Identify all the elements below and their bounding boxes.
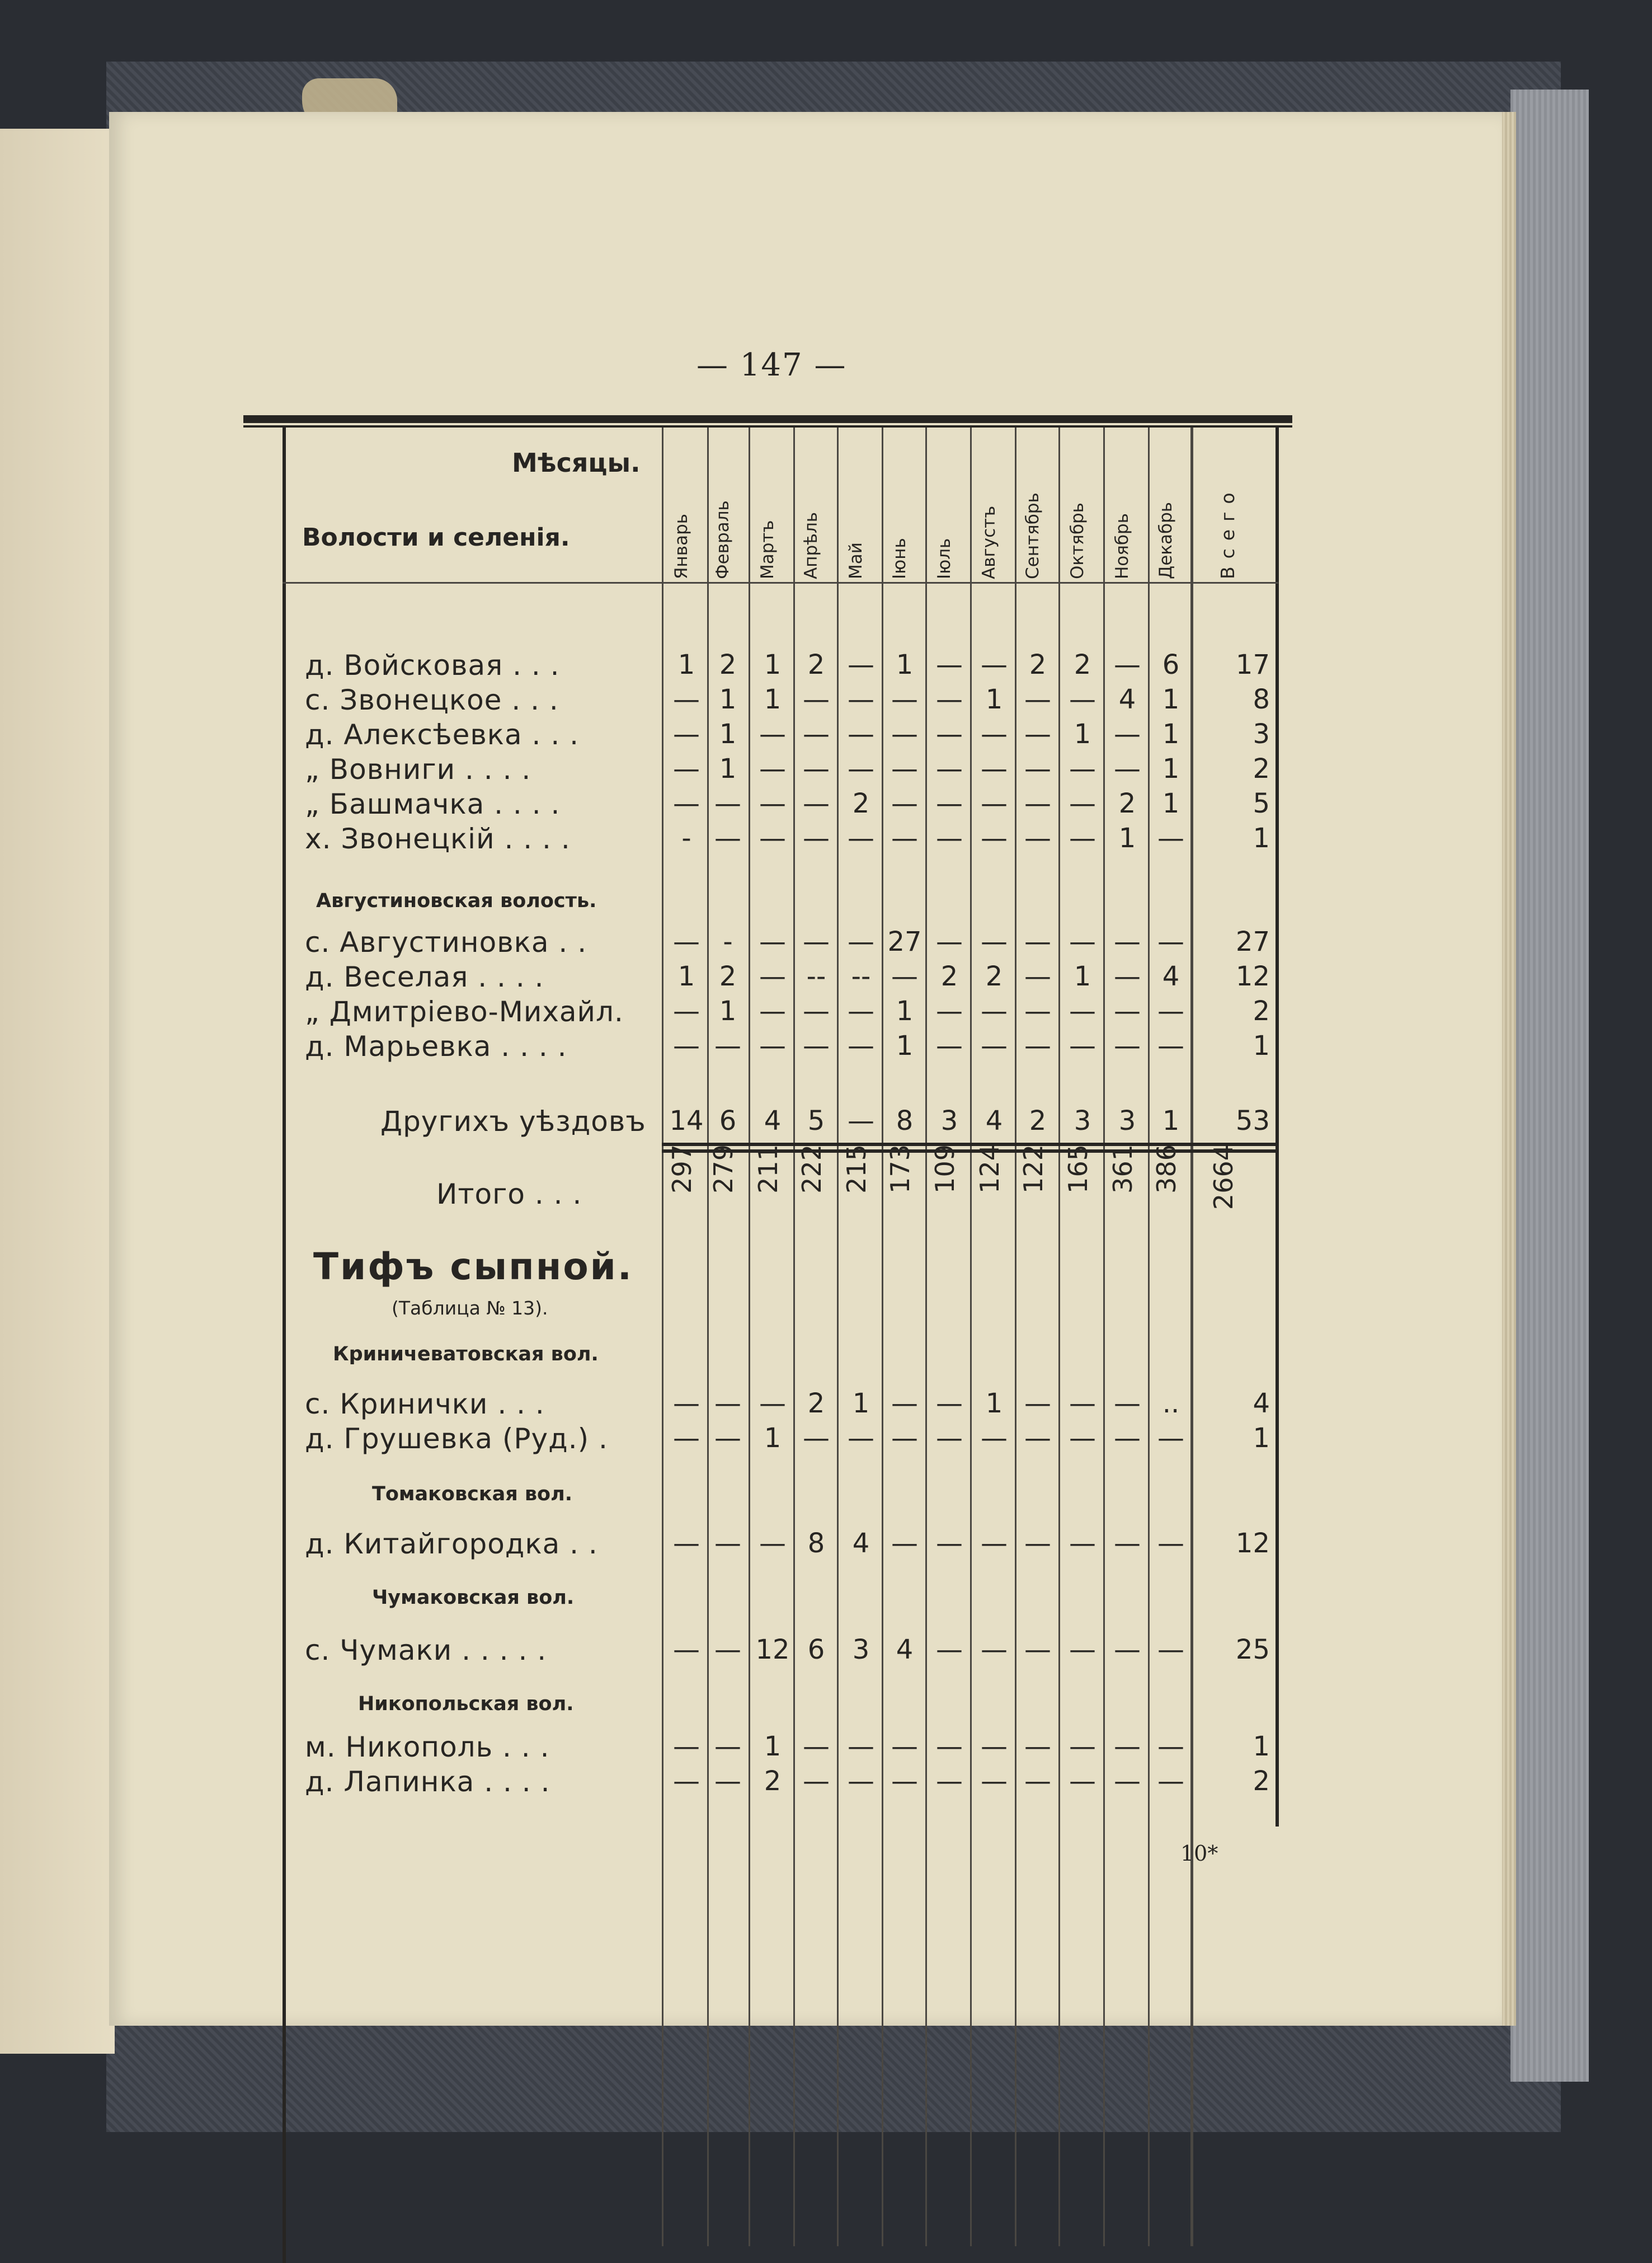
table-cell: — xyxy=(1157,1634,1184,1665)
table-cell: — xyxy=(1114,1528,1141,1559)
table-cell: — xyxy=(1069,1528,1096,1559)
table-cell: — xyxy=(891,1766,918,1797)
table-cell: — xyxy=(1114,961,1141,992)
header-bottom-rule xyxy=(283,582,1278,584)
table-cell: — xyxy=(936,1388,963,1419)
table-cell: — xyxy=(1069,926,1096,957)
table-cell: 1 xyxy=(764,684,782,715)
table-cell: — xyxy=(803,684,830,715)
month-header-1: Январь xyxy=(671,513,691,579)
table-cell: — xyxy=(848,1105,874,1137)
table-cell: — xyxy=(714,1528,741,1559)
row-label: Итого . . . xyxy=(436,1178,582,1210)
table-cell: -- xyxy=(806,961,826,992)
table-cell: — xyxy=(1024,753,1051,785)
row-label: м. Никополь . . . xyxy=(305,1731,550,1763)
table-cell: 173 xyxy=(885,1144,915,1194)
table-cell: — xyxy=(1069,684,1096,715)
table-cell: 6 xyxy=(807,1634,825,1665)
table-cell: 2 xyxy=(985,961,1003,992)
table-cell: — xyxy=(981,649,1008,680)
table-cell: — xyxy=(1069,788,1096,819)
table-cell: — xyxy=(936,1766,963,1797)
table-cell: — xyxy=(1114,1634,1141,1665)
table-cell: — xyxy=(1024,961,1051,992)
table-cell: 1 xyxy=(719,753,737,785)
table-cell: 1 xyxy=(719,719,737,750)
row-total: 27 xyxy=(1235,926,1270,957)
table-cell: 12 xyxy=(755,1634,790,1665)
table-cell: — xyxy=(1114,1422,1141,1454)
column-rule xyxy=(1015,428,1016,2246)
table-cell: — xyxy=(1114,753,1141,785)
table-cell: — xyxy=(848,719,874,750)
table-cell: — xyxy=(759,1528,786,1559)
table-cell: 1 xyxy=(1162,753,1180,785)
table-cell: 1 xyxy=(719,996,737,1027)
table-cell: — xyxy=(759,1388,786,1419)
column-rule xyxy=(793,428,795,2246)
table-cell: 1 xyxy=(852,1388,870,1419)
row-label: с. Августиновка . . xyxy=(305,926,587,959)
table-cell: — xyxy=(803,996,830,1027)
table-cell: 124 xyxy=(975,1144,1005,1194)
table-cell: 3 xyxy=(1074,1105,1091,1137)
row-total: 12 xyxy=(1235,961,1270,992)
table-cell: — xyxy=(1069,753,1096,785)
table-cell: 215 xyxy=(841,1144,872,1194)
month-header-6: Іюнь xyxy=(889,538,910,579)
table-cell: — xyxy=(759,823,786,854)
table-cell: 1 xyxy=(1118,823,1136,854)
page-number: — 147 — xyxy=(696,347,847,383)
table-cell: 1 xyxy=(764,1731,782,1762)
table-cell: — xyxy=(1024,926,1051,957)
table-cell: — xyxy=(848,649,874,680)
table-cell: — xyxy=(981,926,1008,957)
table-cell: — xyxy=(1114,719,1141,750)
table-cell: 2 xyxy=(764,1766,782,1797)
table-cell: 4 xyxy=(1162,961,1180,992)
column-rule xyxy=(925,428,927,2246)
column-rule xyxy=(837,428,839,2246)
row-total: 1 xyxy=(1253,823,1270,854)
table-cell: — xyxy=(803,753,830,785)
table-cell: — xyxy=(673,753,700,785)
table-cell: 1 xyxy=(764,649,782,680)
row-label: д. Алексѣевка . . . xyxy=(305,719,579,751)
month-header-13: Всего xyxy=(1217,485,1239,579)
table-cell: — xyxy=(1069,1422,1096,1454)
month-header-5: Май xyxy=(846,542,866,579)
table-cell: — xyxy=(1114,1731,1141,1762)
table-cell: 4 xyxy=(852,1528,870,1559)
row-label: с. Звонецкое . . . xyxy=(305,684,559,716)
table-cell: — xyxy=(1024,1388,1051,1419)
table-cell: — xyxy=(673,1388,700,1419)
table-cell: — xyxy=(848,926,874,957)
table-cell: — xyxy=(803,1766,830,1797)
table-cell: 4 xyxy=(896,1634,914,1665)
month-header-2: Февраль xyxy=(713,500,733,579)
table-top-rule-thin xyxy=(243,425,1292,428)
table-cell: — xyxy=(848,1766,874,1797)
table-cell: — xyxy=(848,1422,874,1454)
table-cell: 165 xyxy=(1063,1144,1093,1194)
table-cell: — xyxy=(981,788,1008,819)
row-total: 1 xyxy=(1253,1422,1270,1454)
month-header-7: Іюль xyxy=(934,538,954,579)
row-total: 17 xyxy=(1235,649,1270,680)
table-cell: — xyxy=(673,1422,700,1454)
typhus-subtitle: (Таблица № 13). xyxy=(392,1297,548,1319)
table-cell: — xyxy=(891,823,918,854)
row-total: 8 xyxy=(1253,684,1270,715)
table-cell: — xyxy=(673,1634,700,1665)
table-cell: 3 xyxy=(1118,1105,1136,1137)
table-cell: — xyxy=(1024,1422,1051,1454)
table-cell: — xyxy=(673,788,700,819)
table-cell: — xyxy=(848,1731,874,1762)
table-cell: — xyxy=(1114,1030,1141,1062)
row-label: Другихъ уѣздовъ xyxy=(380,1105,646,1138)
footer-signature-mark: 10* xyxy=(1180,1841,1218,1866)
table-cell: — xyxy=(803,788,830,819)
row-label: д. Лапинка . . . . xyxy=(305,1766,550,1798)
month-header-9: Сентябрь xyxy=(1023,492,1043,579)
table-cell: — xyxy=(803,823,830,854)
table-cell: — xyxy=(759,719,786,750)
table-cell: — xyxy=(1024,823,1051,854)
table-cell: — xyxy=(1069,996,1096,1027)
table-cell: 6 xyxy=(1162,649,1180,680)
row-label: с. Чумаки . . . . . xyxy=(305,1634,547,1666)
table-cell: — xyxy=(714,1766,741,1797)
column-rule xyxy=(1058,428,1060,2246)
table-cell: 1 xyxy=(1074,719,1091,750)
table-cell: — xyxy=(803,1731,830,1762)
table-cell: — xyxy=(891,753,918,785)
table-cell: — xyxy=(936,1422,963,1454)
row-total: 1 xyxy=(1253,1731,1270,1762)
table-cell: 3 xyxy=(940,1105,958,1137)
table-cell: — xyxy=(1114,926,1141,957)
table-cell: 4 xyxy=(1118,684,1136,715)
table-cell: 6 xyxy=(719,1105,737,1137)
table-cell: 8 xyxy=(896,1105,914,1137)
table-cell: 2 xyxy=(1074,649,1091,680)
month-header-3: Мартъ xyxy=(757,520,778,579)
table-cell: — xyxy=(981,1030,1008,1062)
row-label: с. Кринички . . . xyxy=(305,1388,545,1420)
row-total: 5 xyxy=(1253,788,1270,819)
column-rule xyxy=(283,428,286,2263)
table-cell: — xyxy=(1114,1388,1141,1419)
table-cell: — xyxy=(936,996,963,1027)
table-cell: — xyxy=(981,753,1008,785)
table-cell: — xyxy=(759,996,786,1027)
table-cell: 2 xyxy=(719,649,737,680)
table-cell: 1 xyxy=(985,1388,1003,1419)
row-total: 3 xyxy=(1253,719,1270,750)
column-rule xyxy=(970,428,972,2246)
table-cell: — xyxy=(714,1634,741,1665)
table-cell: — xyxy=(803,719,830,750)
table-cell: — xyxy=(673,926,700,957)
table-cell: 109 xyxy=(930,1144,960,1194)
table-cell: 122 xyxy=(1018,1144,1048,1194)
table-cell: — xyxy=(936,649,963,680)
table-cell: — xyxy=(891,1731,918,1762)
table-cell: — xyxy=(1069,1634,1096,1665)
table-cell: — xyxy=(981,823,1008,854)
table-cell: 8 xyxy=(807,1528,825,1559)
table-cell: — xyxy=(673,1528,700,1559)
row-total: 2 xyxy=(1253,1766,1270,1797)
table-cell: — xyxy=(891,1388,918,1419)
table-cell: 1 xyxy=(896,1030,914,1062)
table-cell: 361 xyxy=(1108,1144,1138,1194)
table-cell: — xyxy=(714,1731,741,1762)
table-cell: -- xyxy=(851,961,871,992)
table-cell: 1 xyxy=(896,996,914,1027)
table-cell: 4 xyxy=(985,1105,1003,1137)
row-label: д. Грушевка (Руд.) . xyxy=(305,1422,608,1455)
table-cell: 1 xyxy=(1162,788,1180,819)
table-cell: — xyxy=(1024,1634,1051,1665)
table-cell: — xyxy=(673,996,700,1027)
table-cell: 3 xyxy=(852,1634,870,1665)
table-cell: — xyxy=(759,961,786,992)
table-cell: 2 xyxy=(807,1388,825,1419)
table-cell: — xyxy=(803,926,830,957)
table-cell: — xyxy=(981,1422,1008,1454)
table-cell: — xyxy=(848,996,874,1027)
table-cell: — xyxy=(759,788,786,819)
table-cell: 1 xyxy=(1162,719,1180,750)
table-cell: — xyxy=(936,788,963,819)
month-header-4: Апрѣль xyxy=(801,511,821,579)
row-label: д. Веселая . . . . xyxy=(305,961,544,993)
table-cell: — xyxy=(891,961,918,992)
table-cell: — xyxy=(1157,926,1184,957)
table-cell: 5 xyxy=(807,1105,825,1137)
table-cell: — xyxy=(714,1422,741,1454)
table-cell: — xyxy=(759,1030,786,1062)
table-cell: 2 xyxy=(1118,788,1136,819)
row-label: „ Вовниги . . . . xyxy=(305,753,531,786)
column-rule xyxy=(662,428,663,2246)
table-cell: 1 xyxy=(719,684,737,715)
table-cell: 211 xyxy=(753,1144,783,1194)
table-cell: 1 xyxy=(1162,684,1180,715)
table-cell: — xyxy=(981,1731,1008,1762)
table-cell: — xyxy=(759,926,786,957)
table-cell: 2 xyxy=(1029,649,1047,680)
table-cell: — xyxy=(1114,649,1141,680)
table-cell: 279 xyxy=(708,1144,738,1194)
table-top-rule xyxy=(243,415,1292,423)
row-label: д. Китайгородка . . xyxy=(305,1528,598,1560)
table-cell: — xyxy=(936,1030,963,1062)
table-cell: — xyxy=(1069,1731,1096,1762)
table-cell: — xyxy=(1157,1731,1184,1762)
table-cell: 386 xyxy=(1151,1144,1182,1194)
table-cell: 1 xyxy=(985,684,1003,715)
section-tomakovskaya: Томаковская вол. xyxy=(372,1483,572,1505)
table-cell: — xyxy=(981,996,1008,1027)
row-total: 25 xyxy=(1235,1634,1270,1665)
table-cell: — xyxy=(673,719,700,750)
row-label: д. Марьевка . . . . xyxy=(305,1030,567,1063)
column-rule xyxy=(1276,428,1279,1827)
table-cell: — xyxy=(714,788,741,819)
table-cell: — xyxy=(891,1528,918,1559)
table-cell: — xyxy=(891,1422,918,1454)
table-cell: — xyxy=(1157,823,1184,854)
column-rule xyxy=(749,428,750,2246)
row-label: „ Башмачка . . . . xyxy=(305,788,561,820)
left-page-edge xyxy=(0,129,115,2054)
table-cell: 2 xyxy=(940,961,958,992)
table-cell: — xyxy=(1069,823,1096,854)
table-cell: — xyxy=(714,1030,741,1062)
table-cell: — xyxy=(848,823,874,854)
table-cell: — xyxy=(936,1634,963,1665)
table-cell: — xyxy=(759,753,786,785)
section-krinichevatovskaya: Криничеватовская вол. xyxy=(333,1343,599,1365)
table-cell: — xyxy=(936,753,963,785)
section-avgustinovskaya: Августиновская волость. xyxy=(316,890,597,912)
row-label: д. Войсковая . . . xyxy=(305,649,560,682)
table-cell: — xyxy=(936,926,963,957)
table-cell: 27 xyxy=(887,926,922,957)
table-cell: 1 xyxy=(764,1422,782,1454)
table-cell: — xyxy=(1157,1422,1184,1454)
table-cell: — xyxy=(1024,1766,1051,1797)
table-cell: — xyxy=(673,1731,700,1762)
section-nikopolskaya: Никопольская вол. xyxy=(358,1693,574,1715)
table-cell: — xyxy=(673,1030,700,1062)
table-cell: 2 xyxy=(852,788,870,819)
row-total: 12 xyxy=(1235,1528,1270,1559)
table-cell: — xyxy=(1024,1731,1051,1762)
table-cell: — xyxy=(848,753,874,785)
row-total: 2 xyxy=(1253,753,1270,785)
table-cell: — xyxy=(714,823,741,854)
table-cell: — xyxy=(848,684,874,715)
table-cell: — xyxy=(981,1634,1008,1665)
row-total: 4 xyxy=(1253,1388,1270,1419)
table-cell: — xyxy=(1157,1528,1184,1559)
column-rule xyxy=(882,428,883,2246)
column-rule xyxy=(1103,428,1105,2246)
month-header-11: Ноябрь xyxy=(1112,513,1132,579)
row-label: „ Дмитріево-Михайл. xyxy=(305,996,624,1028)
table-cell: — xyxy=(803,1422,830,1454)
month-header-8: Августъ xyxy=(979,505,999,579)
table-cell: — xyxy=(1114,1766,1141,1797)
table-cell: .. xyxy=(1162,1388,1180,1419)
table-cell: — xyxy=(891,719,918,750)
table-cell: — xyxy=(981,1766,1008,1797)
table-cell: — xyxy=(936,1528,963,1559)
table-cell: - xyxy=(681,823,691,854)
month-header-10: Октябрь xyxy=(1067,503,1088,579)
table-cell: — xyxy=(891,788,918,819)
table-cell: — xyxy=(1024,996,1051,1027)
table-cell: — xyxy=(1024,719,1051,750)
table-cell: — xyxy=(1157,1766,1184,1797)
table-cell: — xyxy=(1069,1766,1096,1797)
table-cell: — xyxy=(981,1528,1008,1559)
column-rule xyxy=(1148,428,1150,2246)
table-cell: — xyxy=(803,1030,830,1062)
table-cell: 1 xyxy=(896,649,914,680)
table-cell: — xyxy=(673,684,700,715)
months-header: Мѣсяцы. xyxy=(512,448,641,478)
table-cell: — xyxy=(936,684,963,715)
table-cell: — xyxy=(1024,1030,1051,1062)
table-cell: — xyxy=(848,1030,874,1062)
table-cell: — xyxy=(1114,996,1141,1027)
table-cell: — xyxy=(936,823,963,854)
table-cell: 14 xyxy=(669,1105,704,1137)
table-cell: — xyxy=(1069,1030,1096,1062)
table-cell: — xyxy=(673,1766,700,1797)
table-cell: — xyxy=(1069,1388,1096,1419)
table-cell: — xyxy=(1157,996,1184,1027)
month-header-12: Декабрь xyxy=(1156,501,1176,579)
row-total: 2 xyxy=(1253,996,1270,1027)
table-cell: — xyxy=(1024,684,1051,715)
table-cell: — xyxy=(1024,788,1051,819)
table-cell: 222 xyxy=(797,1144,827,1194)
typhus-title: Тифъ сыпной. xyxy=(313,1245,633,1288)
table-cell: — xyxy=(936,1731,963,1762)
table-cell: — xyxy=(1024,1528,1051,1559)
row-total: 2664 xyxy=(1208,1144,1239,1210)
book-spine-edge xyxy=(1510,90,1589,2082)
table-cell: — xyxy=(936,719,963,750)
table-cell: — xyxy=(891,684,918,715)
volost-header: Волости и селенія. xyxy=(302,523,570,552)
table-cell: 1 xyxy=(1074,961,1091,992)
table-cell: 1 xyxy=(677,649,695,680)
table-cell: 297 xyxy=(667,1144,697,1194)
table-cell: 1 xyxy=(1162,1105,1180,1137)
row-total: 53 xyxy=(1235,1105,1270,1137)
section-chumakovskaya: Чумаковская вол. xyxy=(372,1586,575,1609)
table-cell: 2 xyxy=(807,649,825,680)
table-cell: — xyxy=(981,719,1008,750)
row-total: 1 xyxy=(1253,1030,1270,1062)
row-label: х. Звонецкій . . . . xyxy=(305,823,571,855)
table-cell: — xyxy=(714,1388,741,1419)
table-cell: 2 xyxy=(719,961,737,992)
table-cell: 4 xyxy=(764,1105,782,1137)
table-cell: — xyxy=(1157,1030,1184,1062)
table-cell: 1 xyxy=(677,961,695,992)
table-cell: 2 xyxy=(1029,1105,1047,1137)
table-cell: - xyxy=(723,926,733,957)
